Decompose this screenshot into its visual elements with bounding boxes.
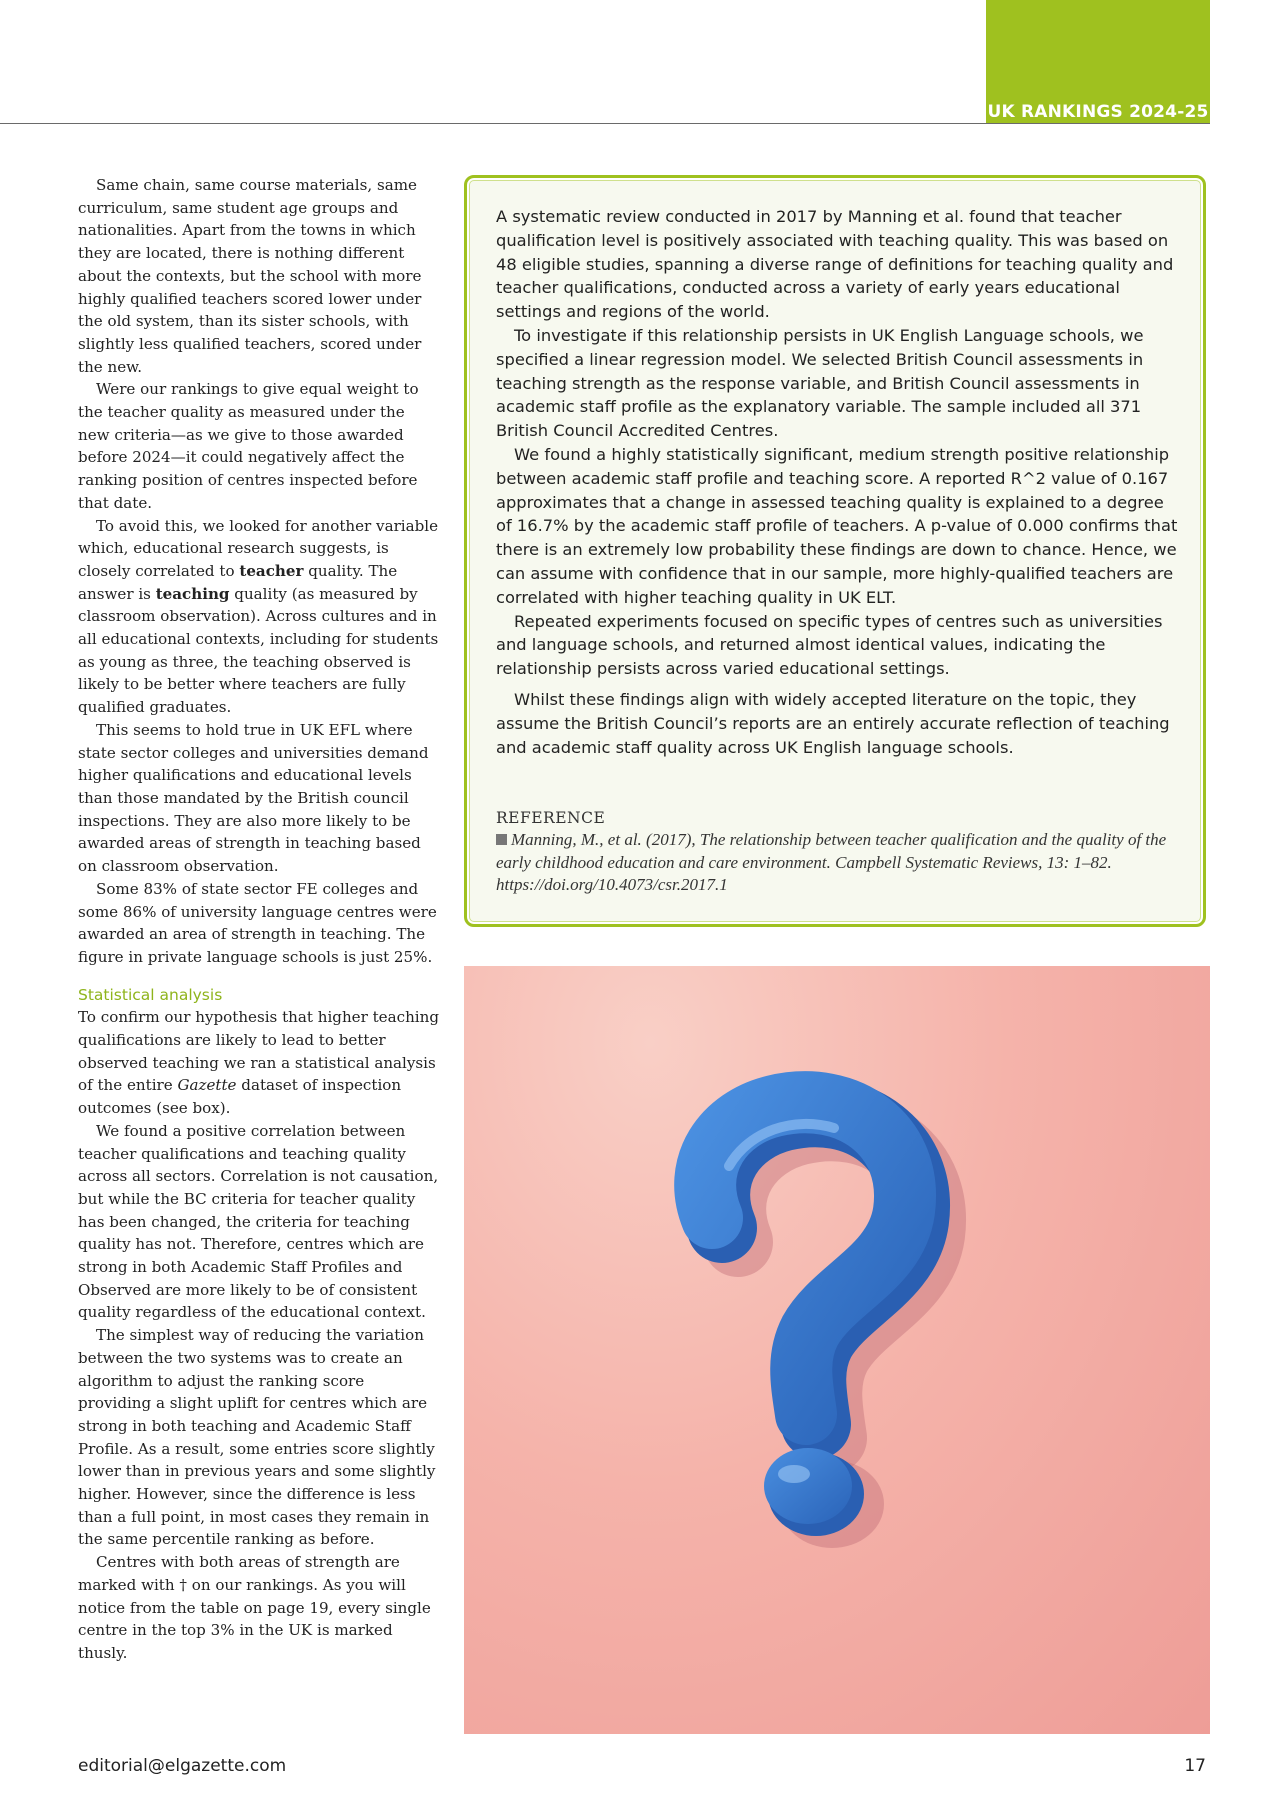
box-paragraph: Whilst these findings align with widely accepted literature on the topic, they assume the British Council’s reports are an entirely accurate reflection of teaching and academic staff quality across UK English language schools. [496,689,1170,757]
box-paragraph: To investigate if this relationship persists in UK English Language schools, we specified a linear regression model. We selected British Council assessments in teaching strength as the response variable, and British Council assessments in academic staff profile as the explanatory variable. The sample included all 371 British Council Accredited Centres. [496,325,1144,441]
italic-text: Gazette [177,1076,237,1095]
page-number: 17 [1184,1756,1206,1776]
article-paragraph [78,515,441,719]
article-paragraph: Were our rankings to give equal weight to the teacher quality as measured under the new criteria—as we give to those awarded before 2024—it could negatively affect the ranking position of centres inspected before that date. [78,380,419,512]
text-run: To avoid this, we looked for another variable which, educational research suggests, is closely correlated to [78,516,439,580]
box-body [496,205,1178,759]
article-paragraph: We found a positive correlation between teacher qualifications and teaching quality across all sectors. Correlation is not causation, but while the BC criteria for teacher quality has been changed, the criteria for teaching quality has not. Therefore, centres which are strong in both Academic Staff Profiles and Observed are more likely to be of consistent quality regardless of the educational context. [78,1121,439,1322]
text-run: To confirm our hypothesis that higher teaching qualifications are likely to lead to better observed teaching we ran a statistical analysis of the entire [78,1008,439,1095]
reference-citation [496,829,1178,897]
section-tab [986,0,1210,124]
reference-text: Manning, M., et al. (2017), The relationship between teacher qualification and the quality of the early childhood education and care environment. Campbell Systematic Reviews, 13: 1–82. https://doi.org/10.4073/csr.2017.1 [496,830,1167,894]
box-paragraph: A systematic review conducted in 2017 by Manning et al. found that teacher qualification level is positively associated with teaching quality. This was based on 48 eligible studies, spanning a diverse range of definitions for teaching quality and teacher qualifications, conducted across a variety of early years educational settings and regions of the world. [496,207,1174,322]
article-column [78,174,441,1665]
reference [496,807,1178,897]
footer-email: editorial@elgazette.com [78,1756,287,1776]
bold-text: teaching [155,584,230,603]
article-paragraph: Centres with both areas of strength are marked with † on our rankings. As you will notice from the table on page 19, every single centre in the top 3% in the UK is marked thusly. [78,1553,431,1662]
section-subheading: Statistical analysis [78,985,223,1004]
article-paragraph: Same chain, same course materials, same curriculum, same student age groups and nationalities. Apart from the towns in which they are located, there is nothing different about the contexts, but the school with more highly qualified teachers scored lower under the old system, than its sister schools, with slightly less qualified teachers, scored under the new. [78,176,422,376]
text-run: quality (as measured by classroom observation). Across cultures and in all educational contexts, including for students as young as three, the teaching observed is likely to be better where teachers are fully qualified graduates. [78,584,439,717]
question-mark-photo [464,966,1210,1734]
box-paragraph: Repeated experiments focused on specific types of centres such as universities and language schools, and returned almost identical values, indicating the relationship persists across varied educational settings. [496,611,1163,679]
reference-heading: REFERENCE [496,809,606,827]
article-paragraph: The simplest way of reducing the variation between the two systems was to create an algorithm to adjust the ranking score providing a slight uplift for centres which are strong in both teaching and Academic Staff Profile. As a result, some entries score slightly lower than in previous years and some slightly higher. However, since the difference is less than a full point, in most cases they remain in the same percentile ranking as before. [78,1326,436,1549]
box-paragraph: We found a highly statistically significant, medium strength positive relationship between academic staff profile and teaching score. A reported R^2 value of 0.167 approximates that a change in assessed teaching quality is explained to a degree of 16.7% by the academic staff profile of teachers. A p-value of 0.000 confirms that there is an extremely low probability these findings are down to chance. Hence, we can assume with confidence that in our sample, more highly-qualified teachers are correlated with higher teaching quality in UK ELT. [496,444,1178,607]
statistics-box [464,175,1206,927]
section-title: UK RANKINGS 2024-25 [987,102,1209,122]
header-rule [0,123,1210,124]
bold-text: teacher [239,561,304,580]
article-paragraph [78,1006,441,1120]
question-mark-icon [464,966,1210,1734]
article-paragraph: Some 83% of state sector FE colleges and some 86% of university language centres were awarded an area of strength in teaching. The figure in private language schools is just 25%. [78,879,437,966]
square-bullet-icon [496,834,507,845]
text-run: dataset of inspection outcomes (see box). [78,1076,402,1118]
text-run: quality. The answer is [78,561,398,603]
article-paragraph: This seems to hold true in UK EFL where state sector colleges and universities demand higher qualifications and educational levels than those mandated by the British council inspections. They are also more likely to be awarded areas of strength in teaching based on classroom observation. [78,720,429,876]
